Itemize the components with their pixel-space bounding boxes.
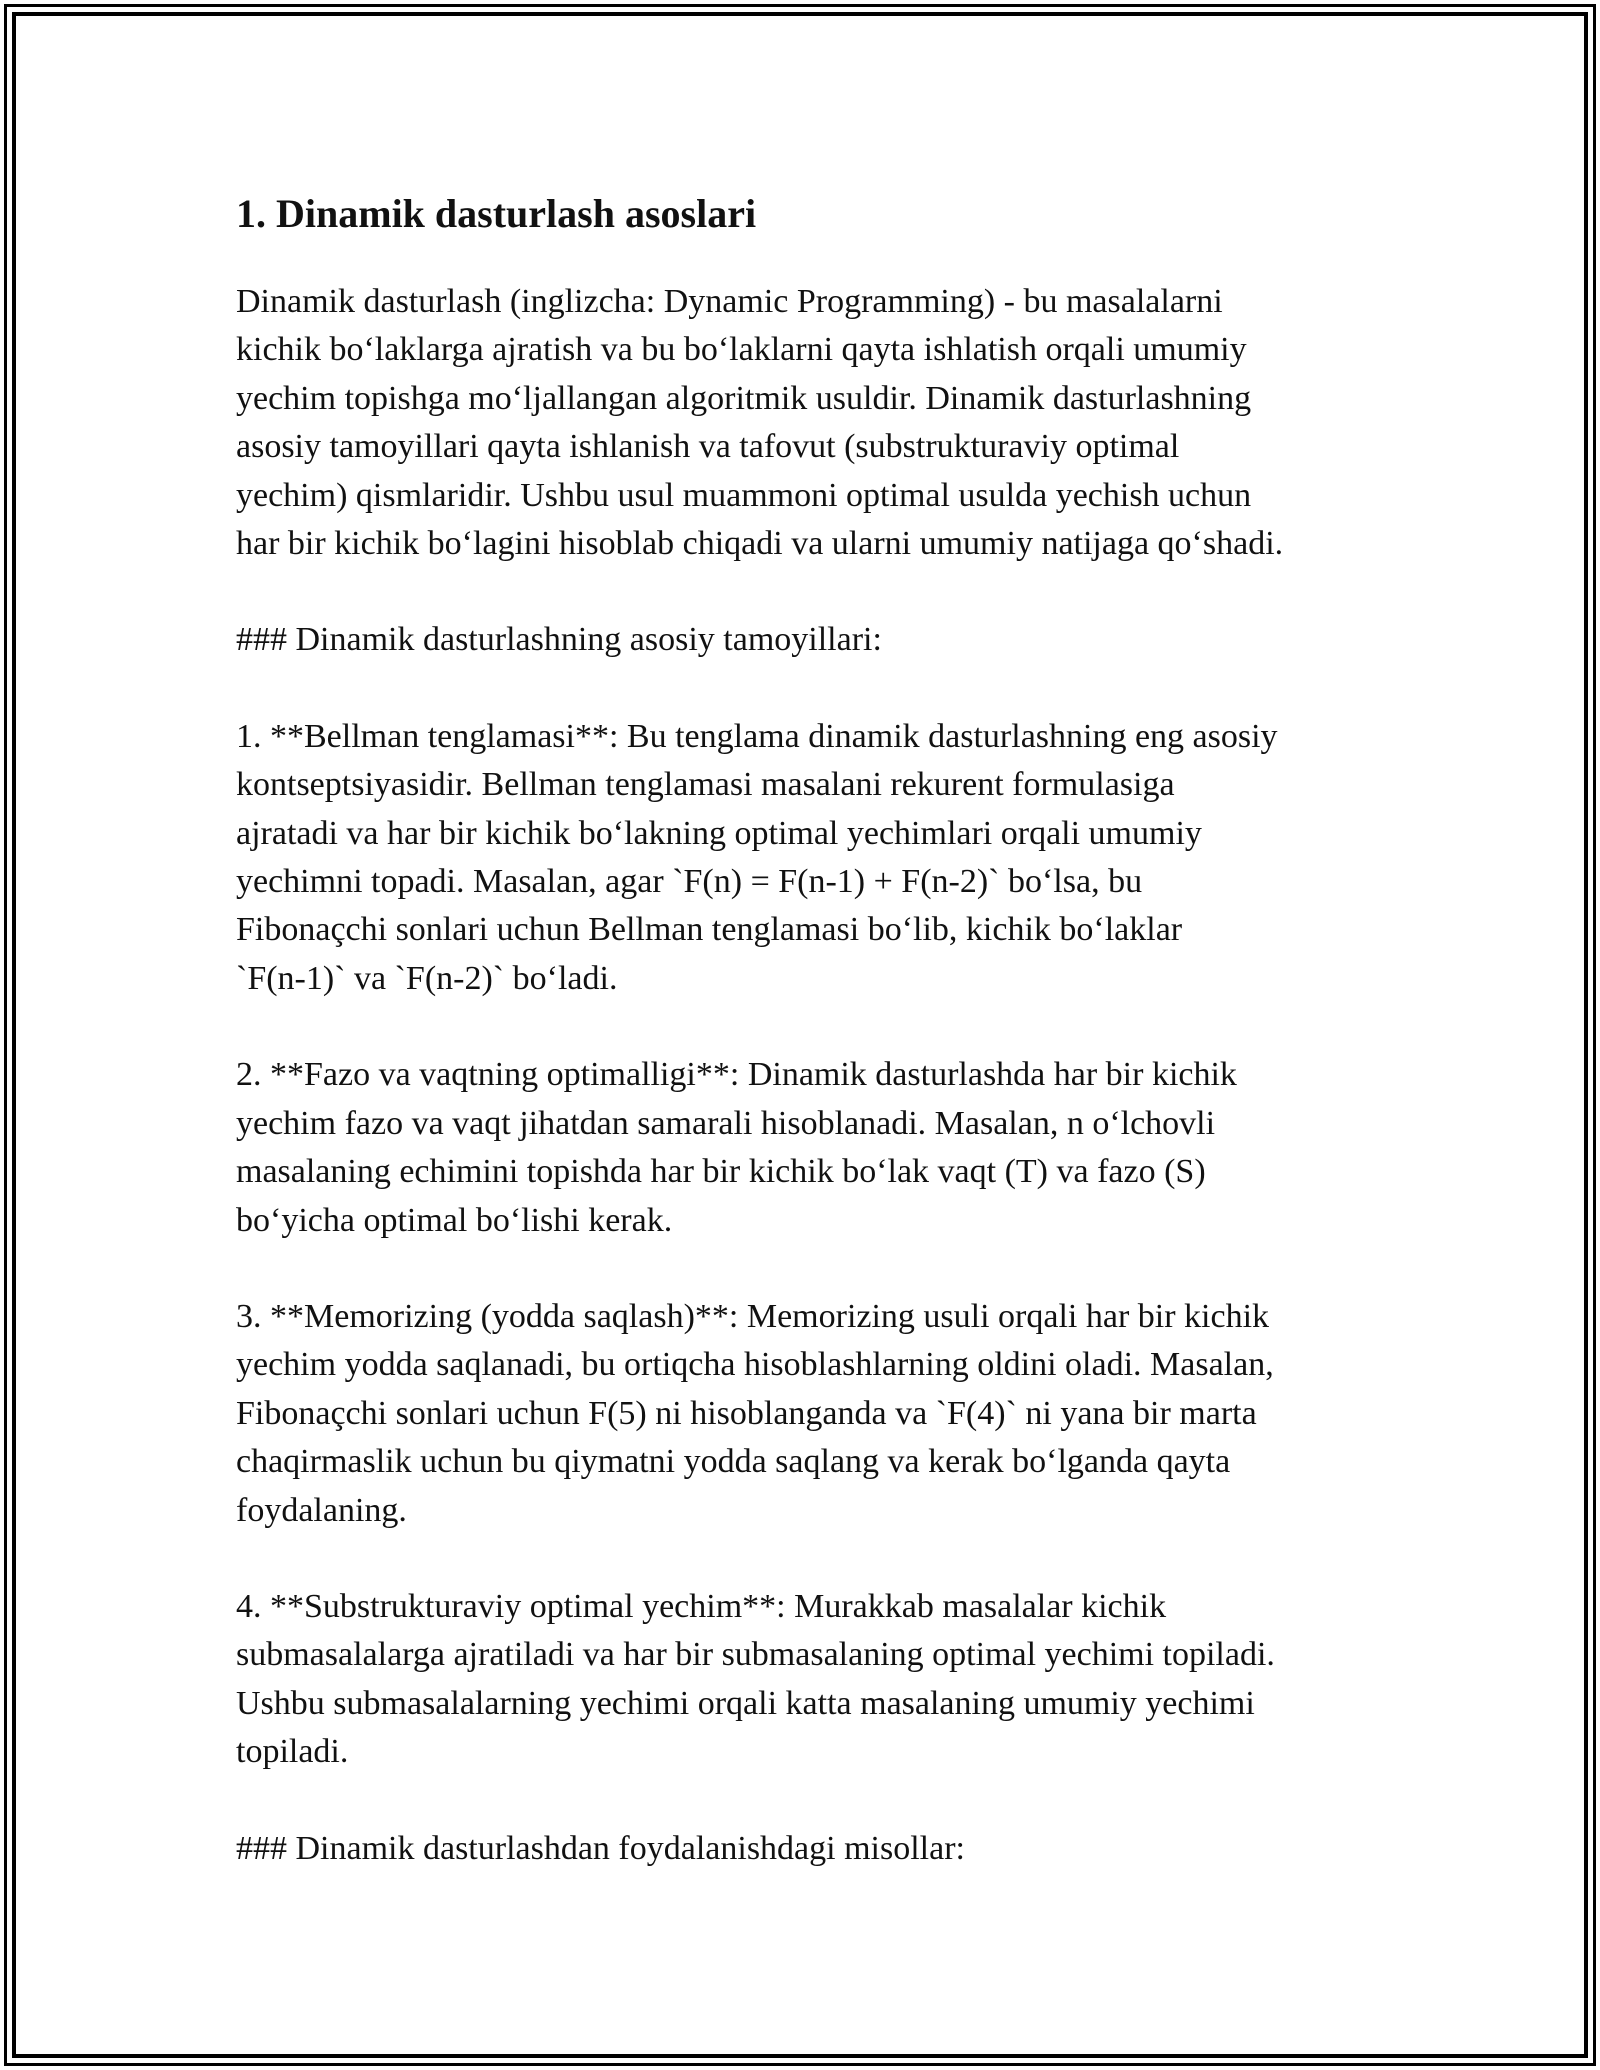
- principle-bellman: 1. **Bellman tenglamasi**: Bu tenglama dinamik dasturlashning eng asosiy kontseptsiyasidir. Bellman tenglamasi masalani rekurent formulasiga ajratadi va har bir kichik bo‘lakning optimal yechimlari orqali umumiy yechimni topadi. Masalan, agar `F(n) = F(n-1) + F(n-2)` bo‘lsa, bu Fibonaçchi sonlari uchun Bellman tenglamasi bo‘lib, kichik bo‘laklar `F(n-1)` va `F(n-2)` bo‘ladi.: [236, 717, 1278, 997]
- document-body: [236, 184, 1386, 1921]
- principle-substructure: 4. **Substrukturaviy optimal yechim**: Murakkab masalalar kichik submasalalarga ajratiladi va har bir submasalaning optimal yechimi topiladi. Ushbu submasalalarning yechimi orqali katta masalaning umumiy yechimi topiladi.: [236, 1587, 1275, 1771]
- principle-space-time: 2. **Fazo va vaqtning optimalligi**: Dinamik dasturlashda har bir kichik yechim fazo va vaqt jihatdan samarali hisoblanadi. Masalan, n o‘lchovli masalaning echimini topishda har bir kichik bo‘lak vaqt (T) va fazo (S) bo‘yicha optimal bo‘lishi kerak.: [236, 1056, 1237, 1239]
- section-title: 1. Dinamik dasturlash asoslari: [236, 191, 757, 236]
- intro-paragraph: Dinamik dasturlash (inglizcha: Dynamic Programming) - bu masalalarni kichik bo‘laklarga ajratish va bu bo‘laklarni qayta ishlatish orqali umumiy yechim topishga mo‘ljallangan algoritmik usuldir. Dinamik dasturlashning asosiy tamoyillari qayta ishlanish va tafovut (substrukturaviy optimal yechim) qismlaridir. Ushbu usul muammoni optimal usulda yechish uchun har bir kichik bo‘lagini hisoblab chiqadi va ularni umumiy natijaga qo‘shadi.: [236, 283, 1284, 563]
- principles-heading: ### Dinamik dasturlashning asosiy tamoyillari:: [236, 621, 882, 659]
- principle-memorizing: 3. **Memorizing (yodda saqlash)**: Memorizing usuli orqali har bir kichik yechim yodda saqlanadi, bu ortiqcha hisoblashlarning oldini oladi. Masalan, Fibonaçchi sonlari uchun F(5) ni hisoblanganda va `F(4)` ni yana bir marta chaqirmaslik uchun bu qiymatni yodda saqlang va kerak bo‘lganda qayta foydalaning.: [236, 1297, 1274, 1529]
- examples-heading: ### Dinamik dasturlashdan foydalanishdagi misollar:: [236, 1829, 965, 1867]
